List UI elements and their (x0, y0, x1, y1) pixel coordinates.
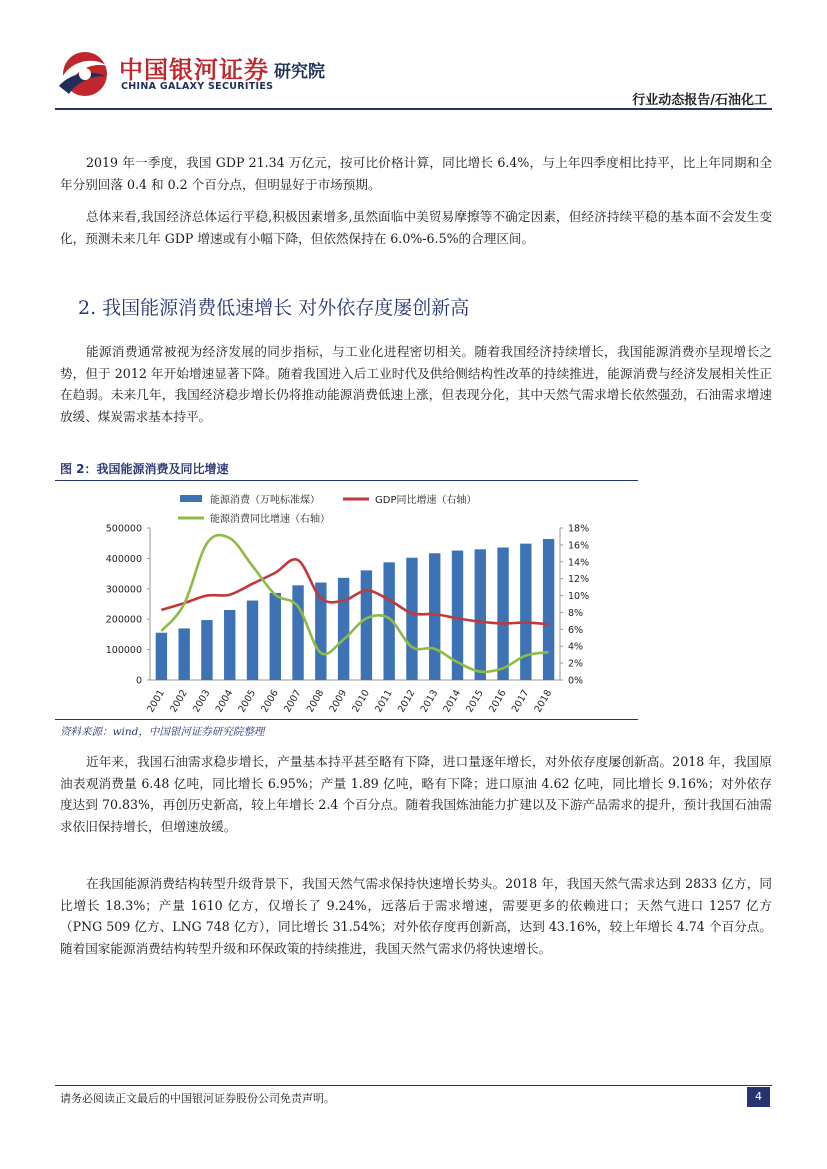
gdp-growth-line (161, 559, 548, 624)
logo-institute: 研究院 (274, 62, 325, 82)
energy-bar (201, 620, 212, 680)
energy-consumption-chart (55, 481, 638, 719)
legend-label: 能源消费（万吨标准煤） (210, 495, 320, 506)
energy-bar (429, 553, 440, 680)
x-tick-label: 2008 (304, 688, 327, 715)
footer-disclaimer: 请务必阅读正文最后的中国银河证券股份公司免责声明。 (60, 1092, 335, 1105)
legend-label: GDP同比增速（右轴） (375, 495, 477, 506)
figure-bottom-rule (55, 719, 638, 720)
energy-bar (156, 633, 167, 680)
energy-bar (475, 549, 486, 680)
section-title: 2. 我国能源消费低速增长 对外依存度屡创新高 (78, 297, 470, 319)
energy-bar (543, 539, 554, 680)
energy-bar (178, 628, 189, 680)
right-tick-label: 4% (568, 641, 584, 653)
x-tick-label: 2010 (350, 688, 372, 715)
legend-label: 能源消费同比增速（右轴） (210, 514, 330, 525)
right-tick-label: 8% (568, 607, 584, 619)
energy-bar (247, 601, 258, 680)
right-tick-label: 12% (568, 574, 590, 586)
right-tick-label: 0% (568, 675, 584, 687)
x-tick-label: 2001 (145, 688, 167, 715)
energy-bar (224, 610, 235, 680)
x-tick-label: 2003 (190, 688, 213, 715)
x-tick-label: 2013 (418, 688, 441, 715)
logo-chinese-name: 中国银河证券 (119, 56, 269, 84)
x-tick-label: 2011 (373, 688, 395, 715)
x-tick-label: 2009 (327, 688, 350, 715)
right-tick-label: 6% (568, 624, 584, 636)
x-tick-label: 2016 (487, 688, 509, 715)
x-tick-label: 2018 (532, 688, 555, 715)
energy-bar (520, 544, 531, 680)
energy-bar (361, 570, 372, 680)
x-tick-label: 2014 (441, 688, 464, 715)
x-tick-label: 2007 (282, 688, 304, 715)
x-tick-label: 2017 (509, 688, 532, 715)
logo-english-name: CHINA GALAXY SECURITIES (121, 81, 274, 92)
energy-bar (497, 548, 508, 680)
right-tick-label: 2% (568, 658, 584, 670)
x-tick-label: 2005 (236, 688, 259, 715)
paragraph-gdp: 2019 年一季度，我国 GDP 21.34 万亿元，按可比价格计算，同比增长 6.4%，与上年四季度相比持平，比上年同期和全年分别回落 0.4 和 0.2 个百分点，但明显好于市场预期。 (60, 155, 772, 192)
left-tick-label: 300000 (105, 584, 142, 596)
footer-divider (55, 1085, 772, 1086)
x-tick-label: 2004 (213, 688, 236, 715)
right-tick-label: 18% (568, 523, 590, 535)
energy-growth-line (161, 535, 548, 672)
right-tick-label: 10% (568, 591, 590, 603)
x-tick-label: 2006 (259, 688, 281, 715)
x-tick-label: 2002 (168, 688, 190, 715)
x-tick-label: 2012 (395, 688, 418, 715)
right-tick-label: 16% (568, 540, 590, 552)
paragraph-oil-demand: 近年来，我国石油需求稳步增长，产量基本持平甚至略有下降，进口量逐年增长，对外依存度屡创新高。2018 年，我国原油表观消费量 6.48 亿吨，同比增长 6.95%；产量 1.89 亿吨，略有下降；进口原油 4.62 亿吨，同比增长 9.16%；对外依存度达到 70.83%，再创历史新高，较上年增长 2.4 个百分点。随着我国炼油能力扩建以及下游产品需求的提升，预计我国石油需求依旧保持增长，但增速放缓。 (60, 754, 772, 834)
energy-bar (270, 593, 281, 680)
logo-icon (55, 46, 111, 102)
header-divider (55, 108, 772, 110)
x-tick-label: 2015 (464, 688, 486, 715)
left-tick-label: 0 (135, 675, 142, 687)
paragraph-gas-demand: 在我国能源消费结构转型升级背景下，我国天然气需求保持快速增长势头。2018 年，我国天然气需求达到 2833 亿方，同比增长 18.3%；产量 1610 亿方，仅增长了 9.24%，远落后于需求增速，需要更多的依赖进口；天然气进口 1257 亿方（PNG 509 亿方、LNG 748 亿方），同比增长 31.54%；对外依存度再创新高，达到 43.16%，较上年增长 4.74 个百分点。随着国家能源消费结构转型升级和环保政策的持续推进，我国天然气需求仍将快速增长。 (60, 876, 772, 956)
figure-source: 资料来源：wind，中国银河证券研究院整理 (60, 726, 265, 738)
report-type: 行业动态报告/石油化工 (632, 93, 767, 108)
left-tick-label: 100000 (105, 645, 142, 657)
page-number: 4 (747, 1087, 770, 1107)
paragraph-economy-outlook: 总体来看,我国经济总体运行平稳,积极因素增多,虽然面临中美贸易摩擦等不确定因素，但经济持续平稳的基本面不会发生变化，预测未来几年 GDP 增速或有小幅下降，但依然保持在 6.0%-6.5%的合理区间。 (60, 209, 772, 246)
energy-bar (406, 558, 417, 680)
energy-bar (338, 578, 349, 680)
left-tick-label: 500000 (105, 523, 142, 535)
figure-title: 图 2：我国能源消费及同比增速 (60, 462, 229, 476)
right-tick-label: 14% (568, 557, 590, 569)
legend-swatch (180, 495, 202, 502)
energy-bar (292, 585, 303, 680)
left-tick-label: 200000 (105, 614, 142, 626)
left-tick-label: 400000 (105, 553, 142, 565)
paragraph-energy-consumption: 能源消费通常被视为经济发展的同步指标，与工业化进程密切相关。随着我国经济持续增长，我国能源消费亦呈现增长之势，但于 2012 年开始增速显著下降。随着我国进入后工业时代及供给侧结构性改革的持续推进，能源消费与经济发展相关性正在趋弱。未来几年，我国经济稳步增长仍将推动能源消费低速上涨，但表现分化，其中天然气需求增长依然强劲，石油需求增速放缓、煤炭需求基本持平。 (60, 344, 772, 424)
